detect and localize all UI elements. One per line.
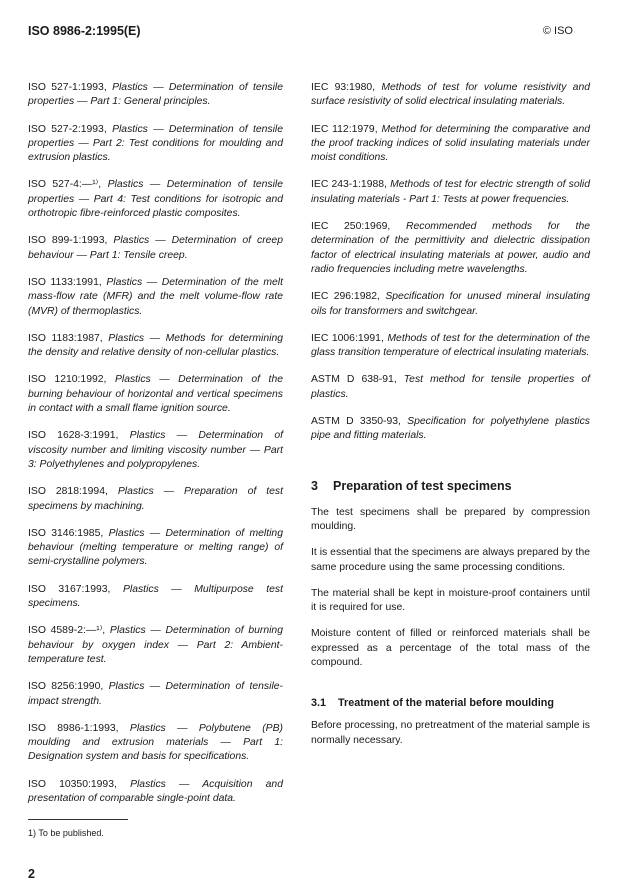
- reference-standard: ISO 3167:1993,: [28, 583, 111, 595]
- reference-entry: [311, 220, 590, 277]
- reference-title: Plastics — Determination of the burning behaviour of horizontal and vertical specimens in contact with a small flame ignition source.: [28, 374, 284, 415]
- reference-title: Plastics — Determination of the melt mass-flow rate (MFR) and the melt volume-flow rate (MVR) of thermoplastics.: [28, 276, 283, 317]
- reference-standard: ASTM D 638-91,: [311, 374, 397, 386]
- reference-standard: ISO 1210:1992,: [28, 374, 107, 386]
- reference-standard: ISO 527-4:—¹⁾,: [28, 179, 102, 191]
- reference-standard: IEC 250:1969,: [311, 221, 391, 233]
- footnote-divider: [28, 819, 128, 820]
- reference-standard: ISO 527-1:1993,: [28, 82, 107, 93]
- subsection-title: Treatment of the material before moulding: [338, 697, 554, 710]
- reference-entry: [28, 234, 283, 263]
- reference-title: Plastics — Determination of creep behaviour — Part 1: Tensile creep.: [28, 235, 283, 261]
- paragraph: It is essential that the specimens are always prepared by the same procedure using the same processing conditions.: [311, 547, 590, 573]
- reference-standard: IEC 93:1980,: [311, 82, 376, 93]
- section-3-1-heading: [311, 696, 590, 711]
- reference-entry: [28, 778, 283, 807]
- reference-entry: [311, 123, 590, 166]
- reference-entry: [28, 373, 283, 416]
- reference-standard: ISO 3146:1985,: [28, 527, 104, 539]
- reference-entry: [28, 123, 283, 166]
- paragraph: The test specimens shall be prepared by compression moulding.: [311, 506, 590, 532]
- page-number: 2: [28, 867, 35, 881]
- reference-title: Plastics — Determination of tensile properties — Part 1: General principles.: [28, 82, 283, 108]
- reference-entry: [28, 332, 283, 361]
- paragraph: Before processing, no pretreatment of the material sample is normally necessary.: [311, 720, 590, 746]
- reference-title: Plastics — Preparation of test specimens by machining.: [28, 486, 284, 512]
- reference-title: Plastics — Acquisition and presentation of comparable single-point data.: [28, 778, 283, 804]
- right-column: [311, 81, 590, 748]
- reference-entry: [311, 81, 590, 110]
- section-3-body: [311, 506, 590, 671]
- reference-entry: [28, 178, 283, 221]
- reference-standard: ISO 8256:1990,: [28, 681, 104, 693]
- reference-entry: [28, 722, 283, 765]
- subsection-number: 3.1: [311, 697, 327, 710]
- reference-standard: ASTM D 3350-93,: [311, 416, 401, 428]
- reference-standard: ISO 1183:1987,: [28, 332, 103, 344]
- footnote: 1) To be published.: [28, 828, 104, 839]
- right-reference-list: [311, 81, 590, 444]
- reference-title: Methods of test for electric strength of solid insulating materials - Part 1: Tests at power frequencies.: [311, 179, 590, 205]
- reference-title: Plastics — Multipurpose test specimens.: [28, 583, 283, 610]
- reference-title: Specification for unused mineral insulating oils for transformers and switchgear.: [311, 291, 590, 317]
- reference-standard: ISO 2818:1994,: [28, 486, 108, 498]
- copyright-notice: © ISO: [542, 25, 573, 37]
- reference-entry: [311, 178, 590, 207]
- reference-standard: ISO 4589-2:—¹⁾,: [28, 625, 106, 637]
- paragraph: Moisture content of filled or reinforced materials shall be expressed as a percentage of the total mass of the compound.: [311, 628, 590, 669]
- left-reference-list: [28, 81, 283, 806]
- reference-standard: IEC 112:1979,: [311, 123, 378, 135]
- reference-standard: ISO 1628-3:1991,: [28, 430, 119, 442]
- document-id: ISO 8986-2:1995(E): [28, 24, 141, 38]
- section-3-heading: [311, 478, 590, 494]
- section-number: 3: [311, 478, 318, 493]
- reference-title: Plastics — Determination of tensile-impact strength.: [28, 681, 283, 707]
- reference-title: Plastics — Determination of tensile properties — Part 2: Test conditions for moulding and extrusion plastics.: [28, 123, 283, 164]
- reference-entry: [28, 485, 283, 514]
- reference-title: Method for determining the comparative and the proof tracking indices of solid insulating materials under moist conditions.: [311, 123, 590, 164]
- paragraph: The material shall be kept in moisture-proof containers until it is required for use.: [311, 587, 590, 614]
- reference-title: Methods of test for volume resistivity and surface resistivity of solid electrical insulating materials.: [311, 82, 591, 108]
- reference-entry: [28, 624, 283, 667]
- reference-standard: IEC 243-1:1988,: [311, 179, 387, 191]
- reference-standard: IEC 1006:1991,: [311, 332, 384, 344]
- reference-entry: [311, 290, 590, 319]
- section-title: Preparation of test specimens: [333, 478, 512, 493]
- reference-entry: [28, 276, 283, 319]
- reference-standard: ISO 527-2:1993,: [28, 123, 107, 135]
- reference-entry: [28, 527, 283, 570]
- reference-title: Plastics — Determination of burning behaviour by oxygen index — Part 2: Ambient-temperature test.: [28, 625, 283, 665]
- reference-standard: ISO 10350:1993,: [28, 778, 117, 790]
- reference-title: Test method for tensile properties of plastics.: [311, 374, 590, 400]
- reference-standard: ISO 1133:1991,: [28, 276, 102, 288]
- reference-title: Plastics — Polybutene (PB) moulding and extrusion materials — Part 1: Designation system and basis for specifications.: [28, 722, 283, 763]
- reference-title: Plastics — Determination of tensile properties — Part 4: Test conditions for isotropic and orthotropic fibre-reinforced plastic composites.: [28, 179, 284, 220]
- reference-title: Plastics — Methods for determining the density and relative density of non-cellular plastics.: [28, 332, 283, 359]
- reference-entry: [311, 332, 590, 361]
- reference-title: Methods of test for the determination of the glass transition temperature of electrical insulating materials.: [311, 332, 590, 359]
- reference-standard: ISO 899-1:1993,: [28, 235, 108, 247]
- reference-title: Recommended methods for the determination of the permittivity and dielectric dissipation factor of electrical insulating materials at power, audio and radio frequencies including metre wavelengths.: [311, 221, 591, 275]
- reference-title: Plastics — Determination of melting behaviour (melting temperature or melting range) of semi-crystalline polymers.: [28, 527, 283, 568]
- reference-entry: [311, 373, 590, 402]
- reference-standard: IEC 296:1982,: [311, 291, 380, 303]
- reference-entry: [28, 583, 283, 612]
- reference-entry: [28, 81, 283, 110]
- left-column: [28, 81, 283, 881]
- reference-standard: ISO 8986-1:1993,: [28, 722, 119, 734]
- reference-title: Plastics — Determination of viscosity number and limiting viscosity number — Part 3: Polyethylenes and polypropylenes.: [28, 430, 283, 470]
- reference-entry: [28, 680, 283, 709]
- reference-entry: [28, 429, 283, 472]
- reference-entry: [311, 415, 590, 444]
- reference-title: Specification for polyethylene plastics pipe and fitting materials.: [311, 416, 590, 442]
